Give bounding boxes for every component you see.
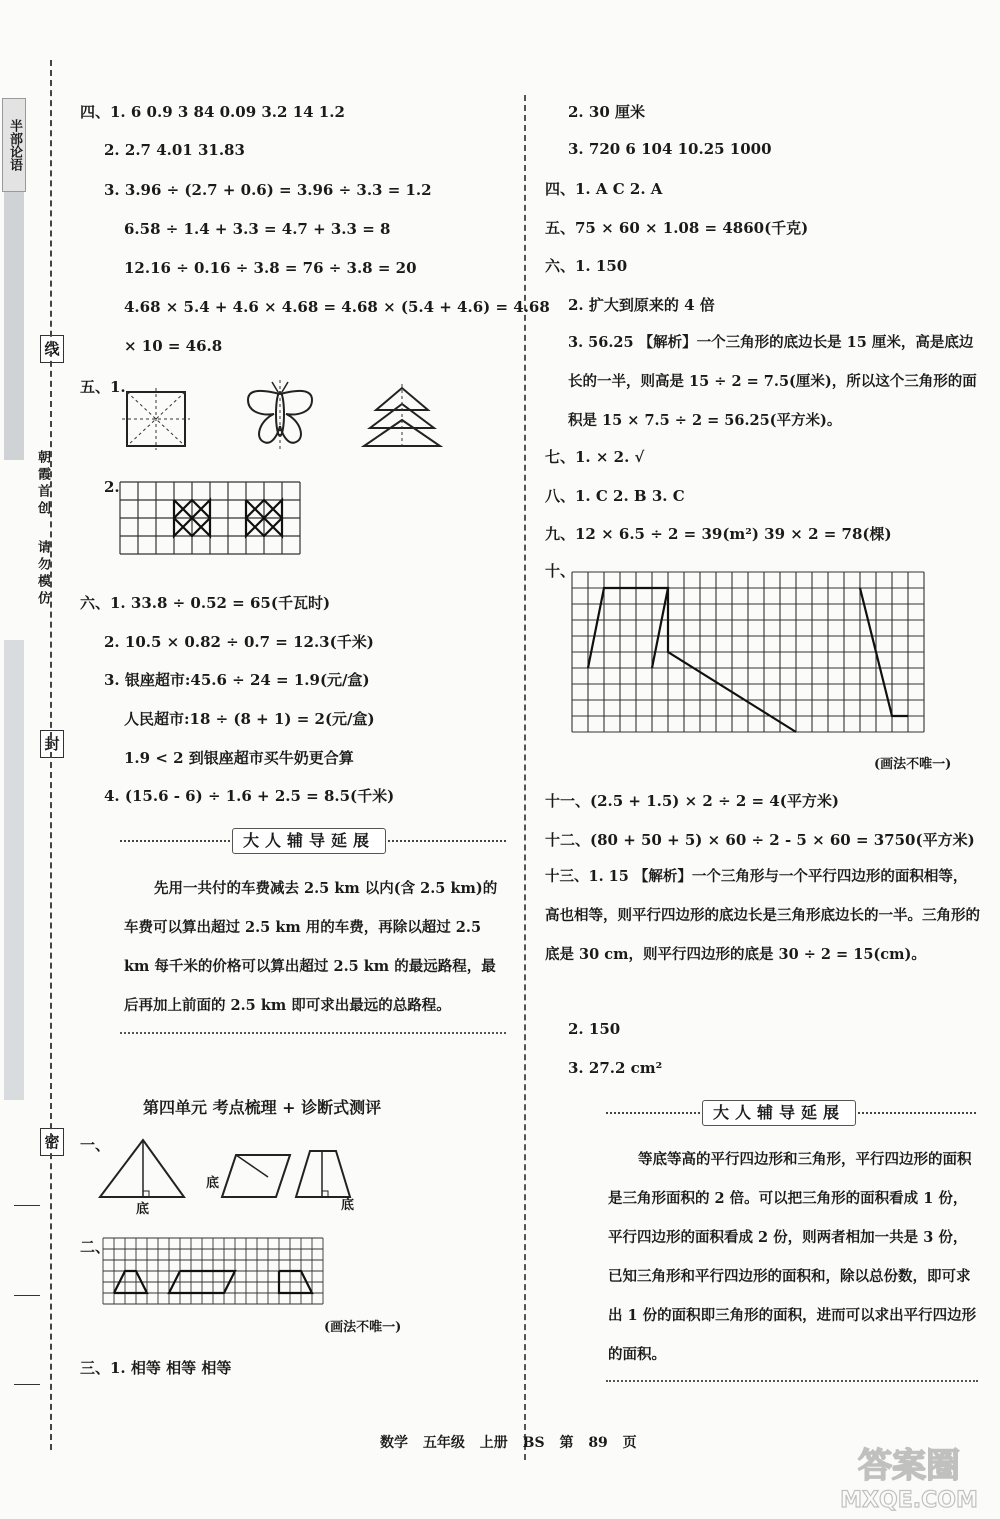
answer-unit4-2-label: 二、 [80,1238,111,1256]
answer-5-1-label: 五、1. [80,378,126,396]
answer-r-9: 九、12 × 6.5 ÷ 2 = 39(m²) 39 × 2 = 78(棵) [545,525,892,543]
margin-feng: 封 [40,730,64,758]
answer-6-3-c: 1.9 < 2 到银座超市买牛奶更合算 [124,749,354,767]
base-label-1: 底 [136,1202,150,1217]
answer-r-13-1: 十三、1. 15 【解析】一个三角形与一个平行四边形的面积相等，高也相等，则平行四边形的底边长是三角形底边长的一半。三角形的底是 30 cm，则平行四边形的底是 30 ÷ 2 = 15(cm)。 [545,868,980,963]
answer-4-2: 2. 2.7 4.01 31.83 [104,141,245,159]
grid-shapes-figure [103,1238,325,1316]
margin-notice-1: 朝霞首创 [35,450,50,518]
tree-figure [362,384,442,450]
answer-4-3-c: 12.16 ÷ 0.16 ÷ 3.8 = 76 ÷ 3.8 = 20 [124,259,417,277]
answer-4-3: 3. 3.96 ÷ (2.7 + 0.6) = 3.96 ÷ 3.3 = 1.2 [104,181,432,199]
grid-drawing-figure [572,572,924,732]
binding-cut-line [50,60,52,1450]
page-footer: 数学 五年级 上册 BS 第 89 页 [380,1435,637,1451]
tutor-banner-left [120,828,506,854]
tutor-paragraph-right: 等底等高的平行四边形和三角形，平行四边形的面积是三角形面积的 2 倍。可以把三角形的面积看成 1 份，平行四边形的面积看成 2 份，则两者相加一共是 3 份，已知三角形和平行四边形的面积和，除以总份数，即可求出 1 份的面积即三角形的面积，进而可以求出平行四边形的面积。 [608,1151,977,1363]
answer-4-1: 四、1. 6 0.9 3 84 0.09 3.2 14 1.2 [80,103,345,121]
margin-tick [14,1295,40,1296]
answer-r-10-label: 十、 [545,562,576,580]
margin-shade [4,190,24,460]
margin-mi: 密 [40,1128,64,1156]
unit-title: 第四单元 考点梳理 + 诊断式测评 [143,1098,382,1117]
margin-seal: 半部论语 [2,98,26,192]
answer-r-6-3: 3. 56.25 【解析】一个三角形的底边长是 15 厘米，高是底边长的一半，则高是 15 ÷ 2 = 7.5(厘米)，所以这个三角形的面积是 15 × 7.5 ÷ 2 = 56.25(平方米)。 [568,334,977,429]
tutor-banner-title: 大人辅导延展 [232,828,386,854]
answer-r-4: 四、1. A C 2. A [545,180,663,198]
answer-unit4-1-label: 一、 [80,1136,111,1154]
base-label-2: 底 [206,1176,220,1191]
svg-text:MXQE.COM: MXQE.COM [840,1488,978,1513]
answer-r-12: 十二、(80 + 50 + 5) × 60 ÷ 2 - 5 × 60 = 3750(平方米) [545,831,975,849]
grid-pattern-figure [120,482,300,566]
margin-shade [4,640,24,1100]
answer-r-7: 七、1. × 2. √ [545,448,645,466]
answer-r-13-2: 2. 150 [568,1020,621,1038]
answer-unit4-3: 三、1. 相等 相等 相等 [80,1359,232,1377]
tutor-banner-right [606,1100,976,1126]
square-symmetry-figure [122,388,192,450]
drawing-note-left: (画法不唯一) [324,1320,402,1335]
answer-r-6-1: 六、1. 150 [545,257,628,275]
answer-4-3-d: 4.68 × 5.4 + 4.6 × 4.68 = 4.68 × (5.4 + 4.6) = 4.68 [124,298,550,316]
answer-4-3-b: 6.58 ÷ 1.4 + 3.3 = 4.7 + 3.3 = 8 [124,220,391,238]
tutor-banner-title: 大人辅导延展 [702,1100,856,1126]
drawn-parallelogram [588,588,668,668]
answer-r-3: 3. 720 6 104 10.25 1000 [568,140,772,158]
answer-r-11: 十一、(2.5 + 1.5) × 2 ÷ 2 = 4(平方米) [545,792,839,810]
answer-6-3-b: 人民超市:18 ÷ (8 + 1) = 2(元/盒) [124,710,375,728]
answer-6-4: 4. (15.6 - 6) ÷ 1.6 + 2.5 = 8.5(千米) [104,787,395,805]
margin-xian: 线 [40,335,64,363]
base-label-3: 底 [341,1198,355,1213]
answer-r-8: 八、1. C 2. B 3. C [545,487,685,505]
answer-5-2-label: 2. [104,478,120,496]
drawing-note-right: (画法不唯一) [874,757,952,772]
margin-tick [14,1205,40,1206]
answer-6-1: 六、1. 33.8 ÷ 0.52 = 65(千瓦时) [80,594,331,612]
answer-6-3: 3. 银座超市:45.6 ÷ 24 = 1.9(元/盒) [104,671,370,689]
divider-line [120,1032,506,1034]
margin-tick [14,1384,40,1385]
answer-6-2: 2. 10.5 × 0.82 ÷ 0.7 = 12.3(千米) [104,633,374,651]
answer-r-2: 2. 30 厘米 [568,103,645,121]
tutor-paragraph-left: 先用一共付的车费减去 2.5 km 以内(含 2.5 km)的车费可以算出超过 2.5 km 用的车费，再除以超过 2.5 km 每千米的价格可以算出超过 2.5 km 的最远路程，最后再加上前面的 2.5 km 即可求出最远的总路程。 [124,880,498,1014]
watermark-logo [824,1435,994,1515]
answer-4-3-e: × 10 = 46.8 [124,337,223,355]
divider-line [606,1380,978,1382]
answer-r-6-2: 2. 扩大到原来的 4 倍 [568,296,715,314]
margin-notice-2: 请勿模仿 [35,540,50,608]
answer-r-5: 五、75 × 60 × 1.08 = 4860(千克) [545,219,809,237]
answer-r-13-3: 3. 27.2 cm² [568,1059,663,1077]
butterfly-figure [244,380,316,452]
svg-text:答案圈: 答案圈 [858,1446,960,1486]
